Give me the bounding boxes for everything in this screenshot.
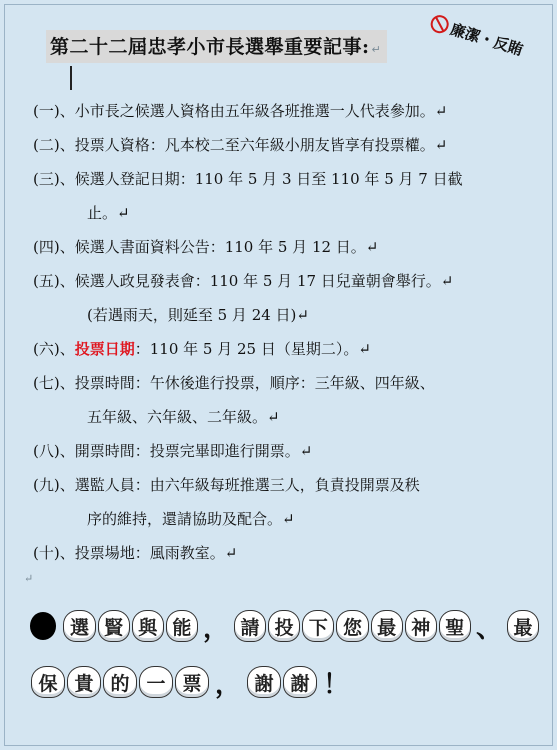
slogan-character: 賢 xyxy=(98,610,130,642)
slogan-punctuation: ！ xyxy=(322,669,349,700)
list-item xyxy=(33,332,548,366)
slogan-character: 謝 xyxy=(283,666,317,698)
item-line: (若遇雨天，則延至 5 月 24 日)↵ xyxy=(87,306,309,324)
slogan-punctuation: ， xyxy=(202,613,229,644)
slogan-row xyxy=(30,598,540,654)
list-item xyxy=(33,366,548,434)
slogan-character: 請 xyxy=(234,610,266,642)
paragraph-mark: ↵ xyxy=(371,43,382,56)
slogan-character: 下 xyxy=(302,610,334,642)
slogan-character: 保 xyxy=(31,666,65,698)
slogan-character: 謝 xyxy=(247,666,281,698)
slogan-character: 最 xyxy=(507,610,539,642)
item-line: 止。↵ xyxy=(87,204,130,222)
list-item xyxy=(33,434,548,468)
slogan-character: 一 xyxy=(139,666,173,698)
item-line: (十)、投票場地：風雨教室。↵ xyxy=(33,544,238,562)
list-item xyxy=(33,162,548,230)
slogan-character: 神 xyxy=(405,610,437,642)
slogan-character: 與 xyxy=(132,610,164,642)
slogan-punctuation: ， xyxy=(214,669,241,700)
event-list xyxy=(33,94,548,570)
slogan-character: 的 xyxy=(103,666,137,698)
slogan-character: 聖 xyxy=(439,610,471,642)
item-line: (七)、投票時間：午休後進行投票，順序：三年級、四年級、 xyxy=(33,374,435,392)
voting-date-label: 投票日期 xyxy=(74,340,135,358)
slogan-character: 您 xyxy=(336,610,368,642)
list-item xyxy=(33,128,548,162)
slogan xyxy=(30,598,540,710)
list-item xyxy=(33,264,548,332)
item-line: (九)、選監人員：由六年級每班推選三人，負責投開票及秩 xyxy=(33,476,420,494)
item-line: (三)、候選人登記日期：110 年 5 月 3 日至 110 年 5 月 7 日截 xyxy=(33,170,463,188)
slogan-character: 最 xyxy=(371,610,403,642)
page-title: 第二十二屆忠孝小市長選舉重要記事: ↵ xyxy=(46,30,387,63)
list-item xyxy=(33,536,548,570)
item-line: (四)、候選人書面資料公告：110 年 5 月 12 日。↵ xyxy=(33,238,379,256)
list-item xyxy=(33,230,548,264)
item-line: (二)、投票人資格：凡本校二至六年級小朋友皆享有投票權。↵ xyxy=(33,136,448,154)
list-item xyxy=(33,468,548,536)
slogan-punctuation: 、 xyxy=(475,613,502,644)
stamp-text: 廉潔・反賄 xyxy=(448,20,526,60)
item-line: (八)、開票時間：投票完畢即進行開票。↵ xyxy=(33,442,313,460)
no-sign-icon xyxy=(428,13,450,35)
bullet-dot-icon xyxy=(30,612,56,640)
item-line: (五)、候選人政見發表會：110 年 5 月 17 日兒童朝會舉行。↵ xyxy=(33,272,454,290)
item-line: 序的維持，還請協助及配合。↵ xyxy=(87,510,295,528)
slogan-character: 選 xyxy=(63,610,95,642)
item-line: 五年級、六年級、二年級。↵ xyxy=(87,408,280,426)
item-line: (一)、小市長之候選人資格由五年級各班推選一人代表參加。↵ xyxy=(33,102,448,120)
list-item xyxy=(33,94,548,128)
text-cursor xyxy=(70,66,72,90)
slogan-character: 能 xyxy=(166,610,198,642)
slogan-character: 投 xyxy=(268,610,300,642)
slogan-character: 票 xyxy=(175,666,209,698)
item-line: (六)、投票日期：110 年 5 月 25 日（星期二）。↵ xyxy=(33,340,371,358)
slogan-row xyxy=(30,654,540,710)
slogan-character: 貴 xyxy=(67,666,101,698)
empty-paragraph-mark: ↵ xyxy=(24,572,34,585)
